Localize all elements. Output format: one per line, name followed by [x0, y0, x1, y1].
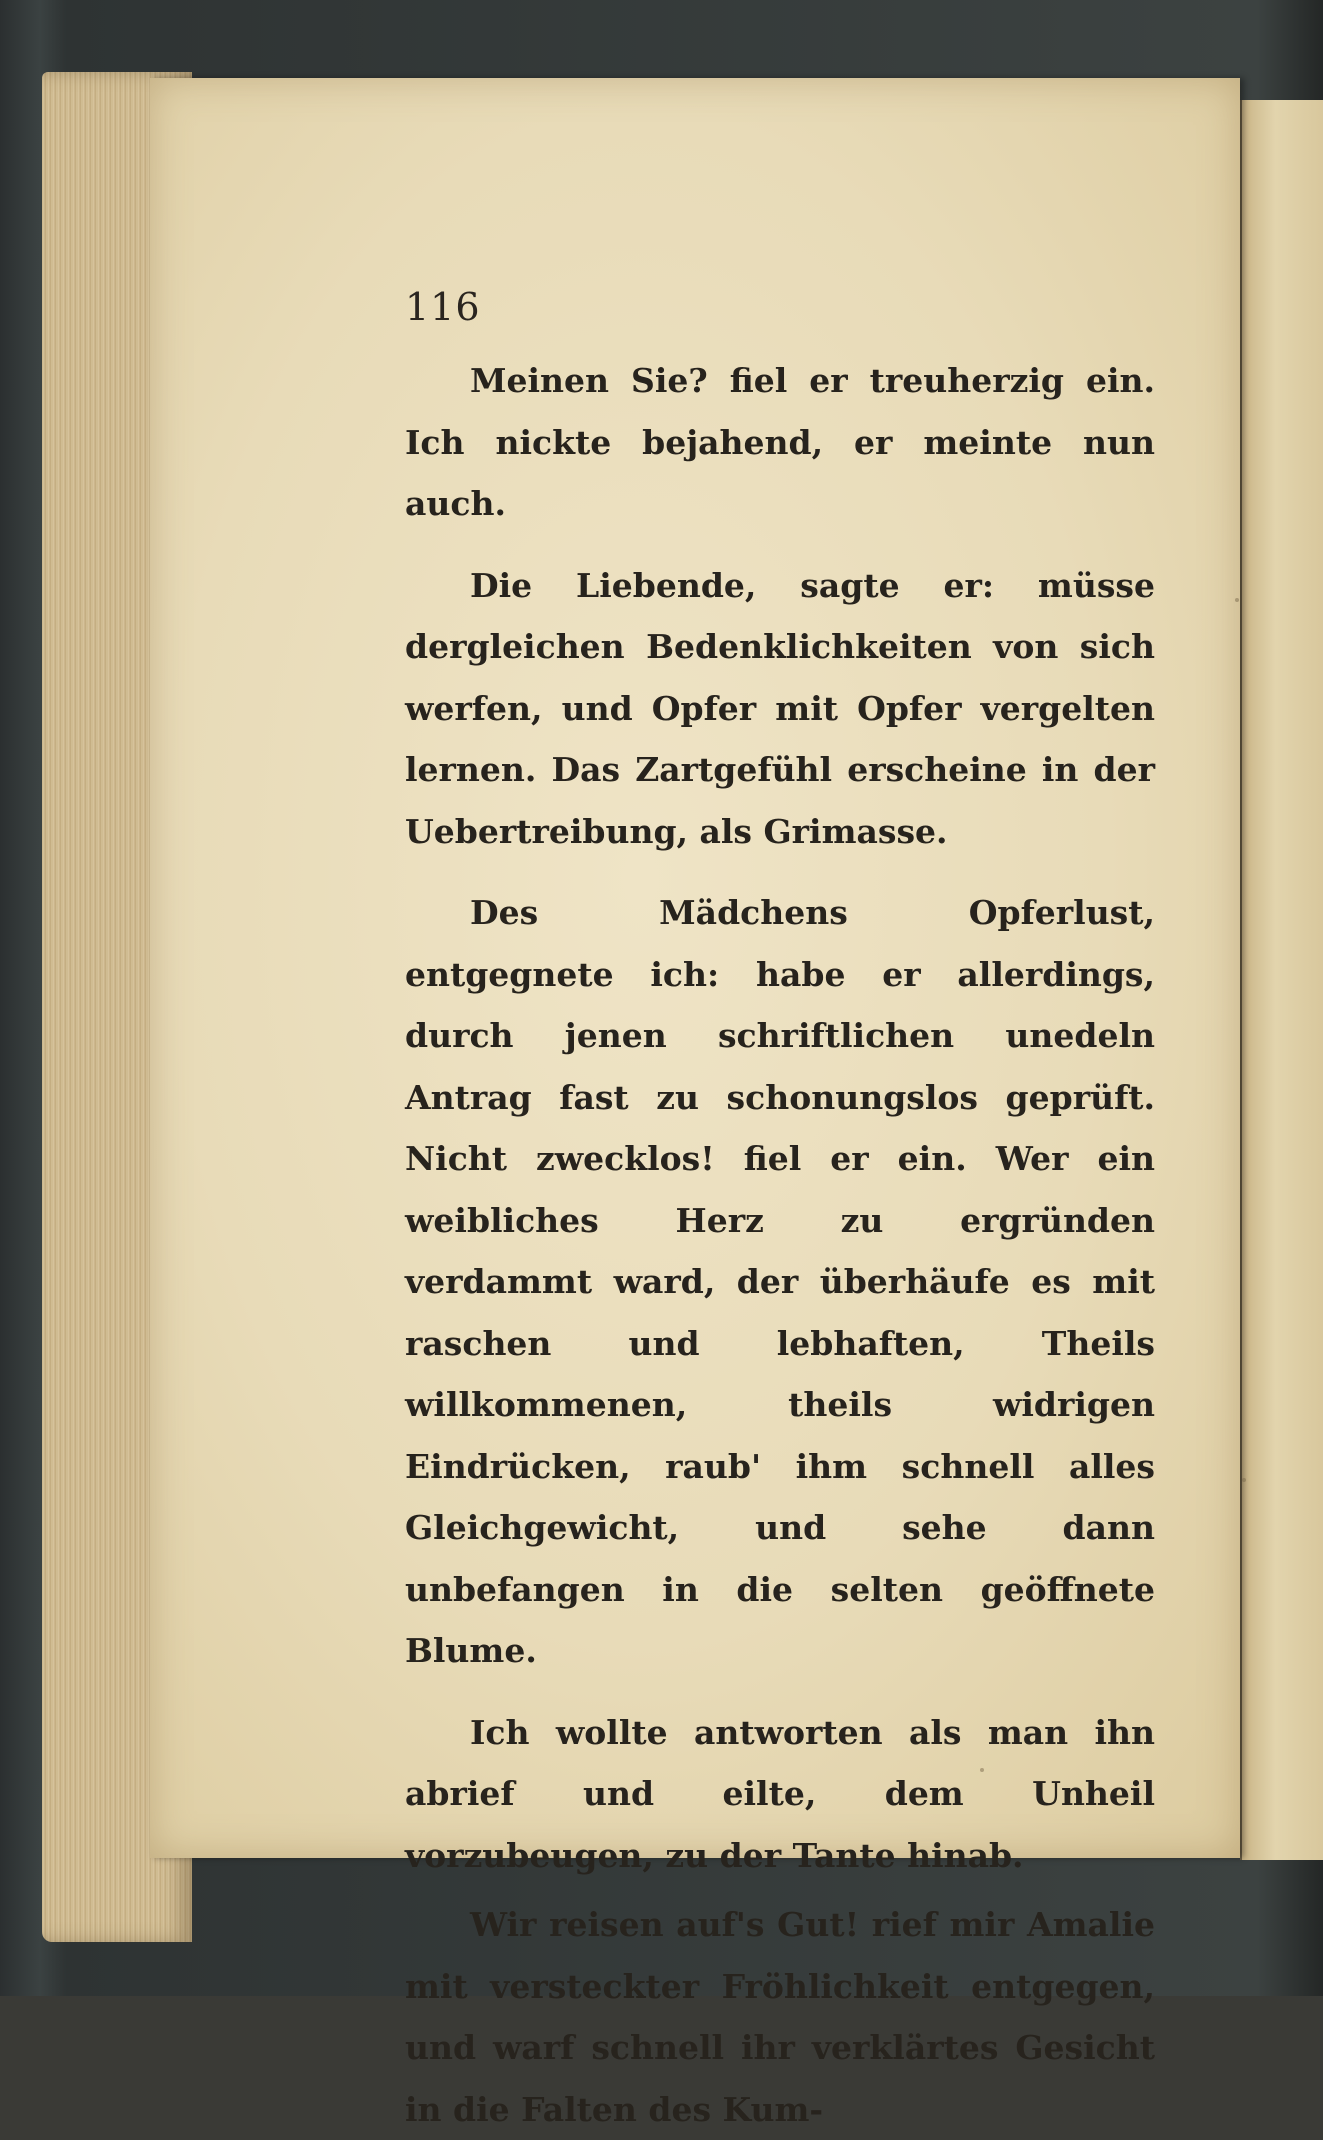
- paragraph-1: Meinen Sie? fiel er treuherzig ein. Ich nickte bejahend, er meinte nun auch.: [405, 361, 1155, 523]
- paper-speck: [1235, 598, 1239, 602]
- page-number: 116: [405, 285, 481, 329]
- paper-speck: [1242, 1478, 1246, 1482]
- page-text: [405, 350, 1155, 2140]
- paragraph-5: Wir reisen auf's Gut! rief mir Amalie mit versteckter Fröhlichkeit entgegen, und warf schnell ihr verklärtes Gesicht in die Falten des Kum-: [405, 1905, 1155, 2129]
- paragraph-4: Ich wollte antworten als man ihn abrief und eilte, dem Unheil vorzubeugen, zu der Tante hinab.: [405, 1712, 1155, 1875]
- facing-page-edge: [1240, 100, 1323, 1860]
- paragraph-3: Des Mädchens Opferlust, entgegnete ich: habe er allerdings, durch jenen schriftlichen unedeln Antrag fast zu schonungslos geprüft. Nicht zwecklos! fiel er ein. Wer ein weibliches Herz zu ergründen verdammt ward, der überhäufe es mit raschen und lebhaften, Theils willkommenen, theils widrigen Eindrücken, raub' ihm schnell alles Gleichgewicht, und sehe dann unbefangen in die selten geöffnete Blume.: [405, 893, 1155, 1670]
- paragraph-2: Die Liebende, sagte er: müsse dergleichen Bedenklichkeiten von sich werfen, und Opfer mit Opfer vergelten lernen. Das Zartgefühl erscheine in der Uebertreibung, als Grimasse.: [405, 565, 1155, 851]
